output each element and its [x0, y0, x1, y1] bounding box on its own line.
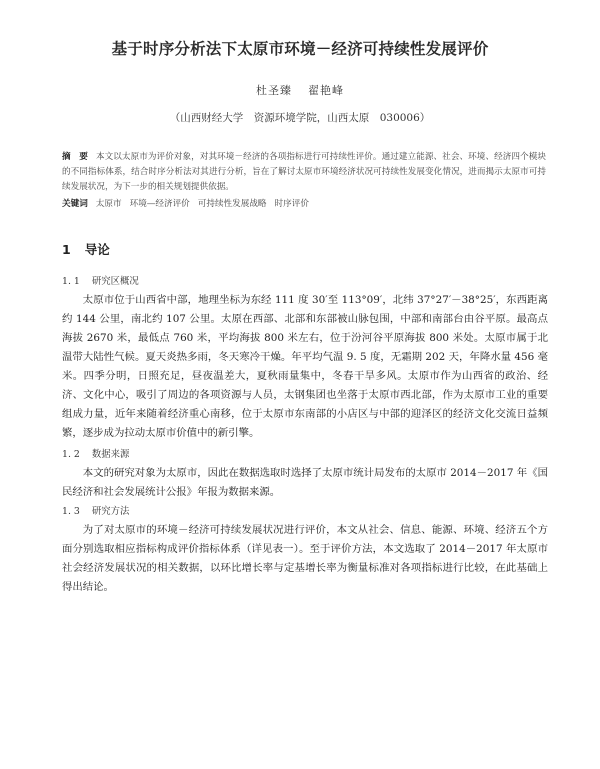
subsection-number: 1. 1 — [62, 276, 80, 287]
subsection-number: 1. 2 — [62, 449, 80, 460]
keywords — [62, 197, 546, 209]
paragraph-text: 为了对太原市的环境－经济可持续发展状况进行评价，本文从社会、信息、能源、环境、经济五个方面分别选取相应指标构成评价指标体系（详见表一）。至于评价方法，本文选取了 2014－2017 年太原市社会经济发展状况的相关数据，以环比增长率与定基增长率为衡量标准对各项指标进行比较，在此基础上得出结论。 — [62, 524, 548, 593]
keyword: 可持续性发展战略 — [197, 199, 267, 209]
affiliation: （山西财经大学 资源环境学院，山西太原 030006） — [169, 112, 431, 124]
abstract — [62, 150, 546, 195]
subsection-number: 1. 3 — [62, 506, 80, 517]
section-number: 1 — [62, 242, 71, 257]
body-paragraph — [62, 291, 548, 443]
keyword: 太原市 — [95, 199, 122, 209]
subsection-title: 研究区概况 — [91, 276, 139, 287]
keyword: 环境—经济评价 — [129, 199, 190, 209]
author-name: 杜圣臻 — [256, 84, 292, 97]
subsection-heading — [62, 273, 139, 287]
body-paragraph — [62, 464, 548, 502]
author-name: 翟艳峰 — [308, 84, 344, 97]
keywords-label: 关键词 — [62, 199, 88, 209]
keyword: 时序评价 — [274, 199, 309, 209]
subsection-title: 研究方法 — [91, 506, 130, 517]
paragraph-text: 本文的研究对象为太原市，因此在数据选取时选择了太原市统计局发布的太原市 2014－2017 年《国民经济和社会发展统计公报》年报为数据来源。 — [62, 467, 548, 498]
abstract-text: 本文以太原市为评价对象，对其环境－经济的各项指标进行可持续性评价。通过建立能源、社会、环境、经济四个模块的不同指标体系，结合时序分析法对其进行分析，旨在了解讨太原市环境经济状况可持续性发展变化情况，进而揭示太原市可持续发展状况，为下一步的相关规划提供依据。 — [62, 152, 546, 192]
subsection-heading — [62, 446, 129, 460]
paragraph-text: 太原市位于山西省中部，地理坐标为东经 111 度 30′至 113°09′，北纬 37°27′－38°25′，东西距离约 144 公里，南北约 107 公里。太原在西部、北部和东部被山脉包围，中部和南部台由谷平原。最高点海拔 2670 米，最低点 760 米，平均海拔 800 米左右，位于汾河谷平原海拔 800 米处。太原市属于北温带大陆性气候。夏天炎热多雨，冬天寒冷干燥。年平均气温 9. 5 度，无霜期 202 天，年降水量 456 毫米。四季分明，日照充足，昼夜温差大，夏秋雨量集中，冬春干旱多风。太原市作为山西省的政治、经济、文化中心，吸引了周边的各项资源与人员，太钢集团也坐落于太原市西北部，作为太原市工业的重要组成力量，近年来随着经济重心南移，位于太原市东南部的小店区与中部的迎泽区的经济文化交流日益频繁，逐步成为拉动太原市价值中的新引擎。 — [62, 294, 548, 439]
subsection-title: 数据来源 — [91, 449, 130, 460]
section-heading — [62, 240, 110, 258]
subsection-heading — [62, 503, 129, 517]
body-paragraph — [62, 521, 548, 597]
paper-title: 基于时序分析法下太原市环境－经济可持续性发展评价 — [111, 40, 489, 58]
abstract-label: 摘 要 — [62, 152, 88, 162]
author-line — [0, 82, 600, 98]
section-title: 导论 — [84, 242, 110, 257]
